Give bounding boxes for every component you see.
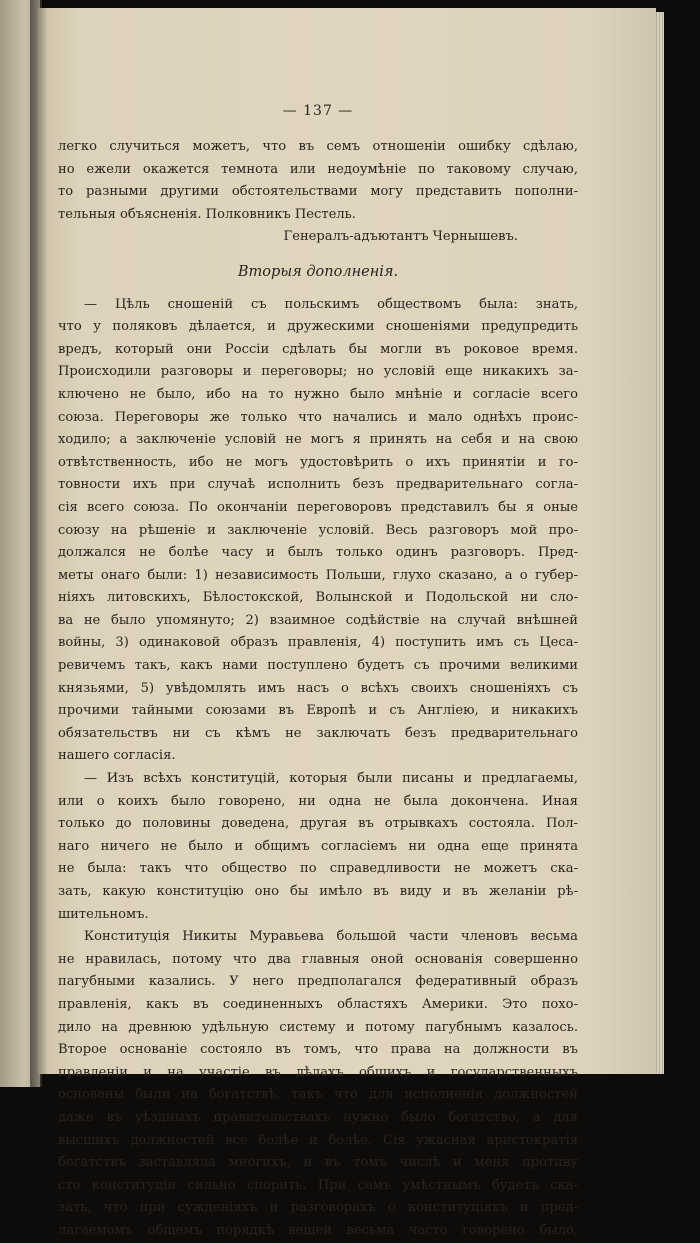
text-line: что у поляковъ дѣлается, и дружескими сношеніями предупредить	[58, 319, 578, 335]
text-line: ревичемъ такъ, какъ нами поступлено будетъ съ прочими великими	[58, 658, 578, 674]
text-line: тельныя объясненія. Полковникъ Пестель.	[58, 206, 356, 222]
text-line: высшихъ должностей все болѣе и болѣе. Сія ужасная аристократія	[58, 1132, 578, 1148]
text-line: шительномъ.	[58, 906, 149, 922]
text-line: ключено не было, ибо на то нужно было мнѣніе и согласіе всего	[58, 386, 578, 402]
text-line: — Изъ всѣхъ конституцій, которыя были писаны и предлагаемы,	[84, 771, 578, 787]
paragraph-3	[58, 926, 578, 1242]
page-text	[58, 100, 578, 1243]
page-number: — 137 —	[282, 103, 354, 119]
text-line: должался не болѣе часу и былъ только одинъ разговоръ. Пред-	[58, 545, 578, 561]
text-line: дило на древнюю удѣльную систему и потому пагубнымъ казалось.	[58, 1019, 578, 1035]
text-line: обязательствъ ни съ кѣмъ не заключать безъ предварительнаго	[58, 725, 578, 741]
text-line: только до половины доведена, другая въ отрывкахъ состояла. Пол-	[58, 816, 578, 832]
text-line: нашего согласія.	[58, 748, 176, 764]
text-line: не нравилась, потому что два главныя оной основанія совершенно	[58, 951, 578, 967]
text-line: прочими тайными союзами въ Европѣ и съ Англіею, и никакихъ	[58, 703, 578, 719]
text-line: но ежели окажется темнота или недоумѣніе по таковому случаю,	[58, 161, 578, 177]
text-line: — Цѣль сношеній съ польскимъ обществомъ была: знать,	[84, 296, 578, 312]
text-line: ва не было упомянуто; 2) взаимное содѣйствіе на случай внѣшней	[58, 612, 578, 628]
top-block	[58, 136, 578, 226]
text-line: то разными другими обстоятельствами могу представить пополни-	[58, 184, 578, 200]
text-line: лагаемомъ общемъ порядкѣ вещей весьма часто говорено было,	[58, 1222, 578, 1238]
text-line: войны, 3) одинаковой образъ правленія, 4) поступить имъ съ Цеса-	[58, 635, 578, 651]
text-line: Второе основаніе состояло въ томъ, что права на должности въ	[58, 1042, 578, 1058]
text-line: правленія, какъ въ соединенныхъ областяхъ Америки. Это похо-	[58, 996, 578, 1012]
text-line: князьями, 5) увѣдомлять имъ насъ о всѣхъ своихъ сношеніяхъ съ	[58, 680, 578, 696]
text-line: или о коихъ было говорено, ни одна не была докончена. Иная	[58, 793, 578, 809]
text-line: основаны были на богатствѣ, такъ что для исполненія должностей	[58, 1087, 578, 1103]
text-line: наго ничего не было и общимъ согласіемъ ни одна еще принята	[58, 838, 578, 854]
text-line: Конституція Никиты Муравьева большой части членовъ весьма	[84, 929, 578, 945]
text-line: даже въ уѣздныхъ правительствахъ нужно было богатство, а для	[58, 1109, 578, 1125]
text-line: легко случиться можетъ, что въ семъ отношеніи ошибку сдѣлаю,	[58, 139, 578, 154]
text-line: товности ихъ при случаѣ исполнить безъ предварительнаго согла-	[58, 477, 578, 493]
text-line: союзу на рѣшеніе и заключеніе условій. Весь разговоръ мой про-	[58, 522, 578, 538]
text-line: Происходили разговоры и переговоры; но условій еще никакихъ за-	[58, 364, 578, 380]
text-line: ніяхъ литовскихъ, Бѣлостокской, Волынской и Подольской ни сло-	[58, 590, 578, 606]
text-line: меты онаго были: 1) независимость Польши, глухо сказано, а о губер-	[58, 567, 578, 583]
text-line: зать, что при сужденіяхъ и разговорахъ о конституціяхъ и пред-	[58, 1200, 578, 1216]
text-line: зать, какую конституцію оно бы имѣло въ виду и въ желаніи рѣ-	[58, 884, 578, 899]
text-line: сто конституціи сильно спорить. При семъ умѣстнымъ будетъ ска-	[58, 1177, 578, 1193]
text-line: сія всего союза. По окончаніи переговоровъ представилъ бы я оные	[58, 499, 578, 515]
text-line: правленіи и на участіе въ дѣлахъ общихъ и государственныхъ	[58, 1064, 578, 1080]
text-line: вредъ, который они Россіи сдѣлать бы могли въ роковое время.	[58, 341, 578, 357]
text-line: не была: такъ что общество по справедливости не можетъ ска-	[58, 861, 578, 877]
text-line: богатствъ заставляла многихъ, и въ томъ числѣ и меня противу	[58, 1155, 578, 1171]
text-line: пагубными казались. У него предполагался федеративный образъ	[58, 974, 578, 990]
paragraph-1	[58, 294, 578, 768]
paragraph-2	[58, 768, 578, 926]
text-line: ходило; а заключеніе условій не могъ я принять на себя и на свою	[58, 432, 578, 448]
spine-shadow	[30, 0, 48, 1087]
section-heading: Вторыя дополненія.	[237, 263, 399, 280]
text-line: отвѣтственность, ибо не могъ удостовѣрить о ихъ принятіи и го-	[58, 454, 578, 470]
text-line: союза. Переговоры же только что начались и мало однѣхъ проис-	[58, 409, 578, 425]
signature: Генералъ-адъютантъ Чернышевъ.	[283, 229, 518, 245]
